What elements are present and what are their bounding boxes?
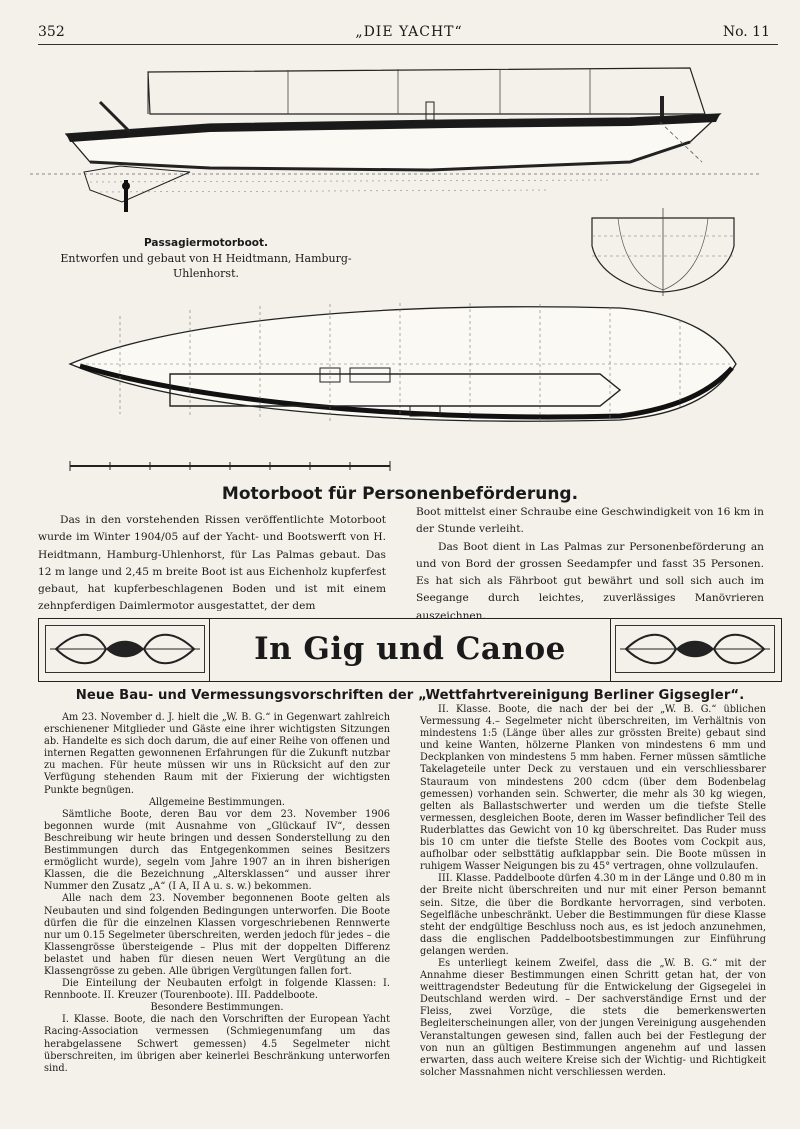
section-banner xyxy=(38,618,782,682)
paragraph: I. Klasse. Boote, die nach den Vorschriften der European Yacht Racing-Association vermessen (Schmiegenumfang um das herabgelassene Schwert gemessen) 4.5 Segelmeter nicht überschreiten, im übrigen aber keinerlei Beschränkung unterworfen sind. xyxy=(44,1014,390,1074)
ornament-left xyxy=(45,625,205,673)
paragraph: Sämtliche Boote, deren Bau vor dem 23. November 1906 begonnen wurde (mit Ausnahme von „Glückauf IV“, dessen Beschreibung wir heute bringen und dessen Sonderstellung zu den Bestimmungen durch das Entgegenkommen seines Besitzers ermöglicht wurde), segeln vom Jahre 1907 an in ihren bisherigen Klassen, die die Bezeichnung „Altersklassen“ und ausser ihrer Nummer den Zusatz „A“ (I A, II A u. s. w.) bekommen. xyxy=(44,808,390,893)
banner-divider xyxy=(209,619,210,681)
ornament-right xyxy=(615,625,775,673)
caption-title: Passagiermotorboot. xyxy=(143,237,269,249)
running-title: „DIE YACHT“ xyxy=(355,24,463,40)
paragraph: Am 23. November d. J. hielt die „W. B. G.“ in Gegenwart zahlreich erschienener Mitglieder und Gäste eine ihrer wichtigsten Sitzungen ab. Handelte es sich doch darum, die auf einer Reihe von offenen und internen Regatten gewonnenen Erfahrungen für die Zukunft nutzbar zu machen. Für heute müssen wir uns in Rücksicht auf den zur Verfügung stehenden Raum mit der Fixierung der wichtigsten Punkte begnügen. xyxy=(44,712,390,796)
banner-divider xyxy=(610,619,611,681)
article-column-right xyxy=(416,504,764,625)
paragraph: Die Einteilung der Neubauten erfolgt in folgende Klassen: I. Rennboote. II. Kreuzer (Tourenboote). III. Paddelboote. xyxy=(44,978,390,1002)
paragraph: Boot mittelst einer Schraube eine Geschwindigkeit von 16 km in der Stunde verleiht. xyxy=(416,506,764,536)
section-heading: Allgemeine Bestimmungen. xyxy=(149,796,285,808)
caption-credit: Entworfen und gebaut von H Heidtmann, Hamburg-Uhlenhorst. xyxy=(60,252,352,280)
page-number: 352 xyxy=(38,24,65,40)
paragraph: Es unterliegt keinem Zweifel, dass die „W. B. G.“ mit der Annahme dieser Bestimmungen einen Schritt getan hat, der von weittragendster Bedeutung für die Entwickelung der Gigsegelei in Deutschland werden wird. – Der sachverständige Ernst und der Fleiss, zwei Vorzüge, die stets die bemerkenswerten Begleiterscheinungen aller, von der jungen Vereinigung ausgehenden Veranstaltungen gewesen sind, fallen auch bei der Festlegung der von nun an gültigen Bestimmungen angenehm auf und lassen erwarten, dass auch weitere Kreise sich der Wichtig- und Richtigkeit solcher Massnahmen nicht verschliessen werden. xyxy=(420,957,766,1078)
figure-caption xyxy=(36,236,376,281)
article-title: Motorboot für Personenbeförderung. xyxy=(221,484,579,504)
issue-number: No. 11 xyxy=(722,24,770,40)
article-column-left xyxy=(38,512,386,616)
banner-title: In Gig und Canoe xyxy=(254,631,566,667)
paragraph: Das Boot dient in Las Palmas zur Personenbeförderung an und von Bord der grossen Seedampfer und fasst 35 Personen. Es hat sich als Fährboot gut bewährt und soll sich auch im Seegange durch leichtes, zuverlässiges Manövrieren auszeichnen. xyxy=(416,540,764,622)
article2-column-left xyxy=(44,712,390,1075)
paragraph: II. Klasse. Boote, die nach der bei der „W. B. G.“ üblichen Vermessung 4.– Segelmeter nicht überschreiten, im Verhältnis von mindestens 1:5 (Länge über alles zur grössten Breite) gebaut sind und keine Wanten, hölzerne Planken von mindestens 6 mm und Deckplanken von mindestens 5 mm haben. Ferner müssen sämtliche Takelageteile unter Deck zu verstauen und ein verschliessbarer Stauraum von mindestens 200 cdcm (über dem Bodenbelag gemessen) vorhanden sein. Schwerter, die mehr als 30 kg wiegen, gelten als Ballastschwerter und werden um die tiefste Stelle vermessen, desgleichen Boote, deren im Wasser befindlicher Teil des Ruderblattes das Gewicht von 10 kg überschreitet. Das Ruder muss bis 10 cm unter die tiefste Stelle des Bootes vom Cockpit aus, aufholbar oder selbsttätig aufklappbar sein. Die Boote müssen in ruhigem Wasser Neigungen bis zu 45° vertragen, ohne vollzulaufen. xyxy=(420,704,766,873)
article-subtitle: Neue Bau- und Vermessungsvorschriften der „Wettfahrtvereinigung Berliner Gigsegler“. xyxy=(75,688,745,703)
paragraph: Das in den vorstehenden Rissen veröffentlichte Motorboot wurde im Winter 1904/05 auf der Yacht- und Bootswerft von H. Heidtmann, Hamburg-Uhlenhorst, für Las Palmas gebaut. Das 12 m lange und 2,45 m breite Boot ist aus Eichenholz kupferfest gebaut, hat kupferbeschlagenen Boden und ist mit einem zehnpferdigen Daimlermotor ausgestattet, der dem xyxy=(38,514,386,613)
page-header xyxy=(38,24,780,46)
boat-plan-drawing xyxy=(60,298,740,476)
paragraph: III. Klasse. Paddelboote dürfen 4.30 m in der Länge und 0.80 m in der Breite nicht überschreiten und nur mit einer Person bemannt sein. Sitze, die über die Bordkante hervorragen, sind verboten. Segelfläche unbeschränkt. Ueber die Bestimmungen für diese Klasse steht der endgültige Beschluss noch aus, es ist jedoch anzunehmen, dass die englischen Paddelbootsbestimmungen zur Einführung gelangen werden. xyxy=(420,873,766,957)
article2-column-right xyxy=(420,704,766,1079)
paragraph: Alle nach dem 23. November begonnenen Boote gelten als Neubauten und sind folgenden Bedingungen unterworfen. Die Boote dürfen die für die einzelnen Klassen vorgeschriebenen Rennwerte nur um 0.15 Segelmeter überschreiten, werden jedoch für jedes – die Klassengrösse übersteigende – Plus mit der doppelten Differenz belastet und haben für diesen neuen Wert Vergütung an die Klassengrösse zu geben. Alle übrigen Vergütungen fallen fort. xyxy=(44,893,390,977)
section-heading: Besondere Bestimmungen. xyxy=(150,1002,284,1014)
header-rule xyxy=(38,44,778,45)
boat-section-drawing xyxy=(588,206,738,296)
